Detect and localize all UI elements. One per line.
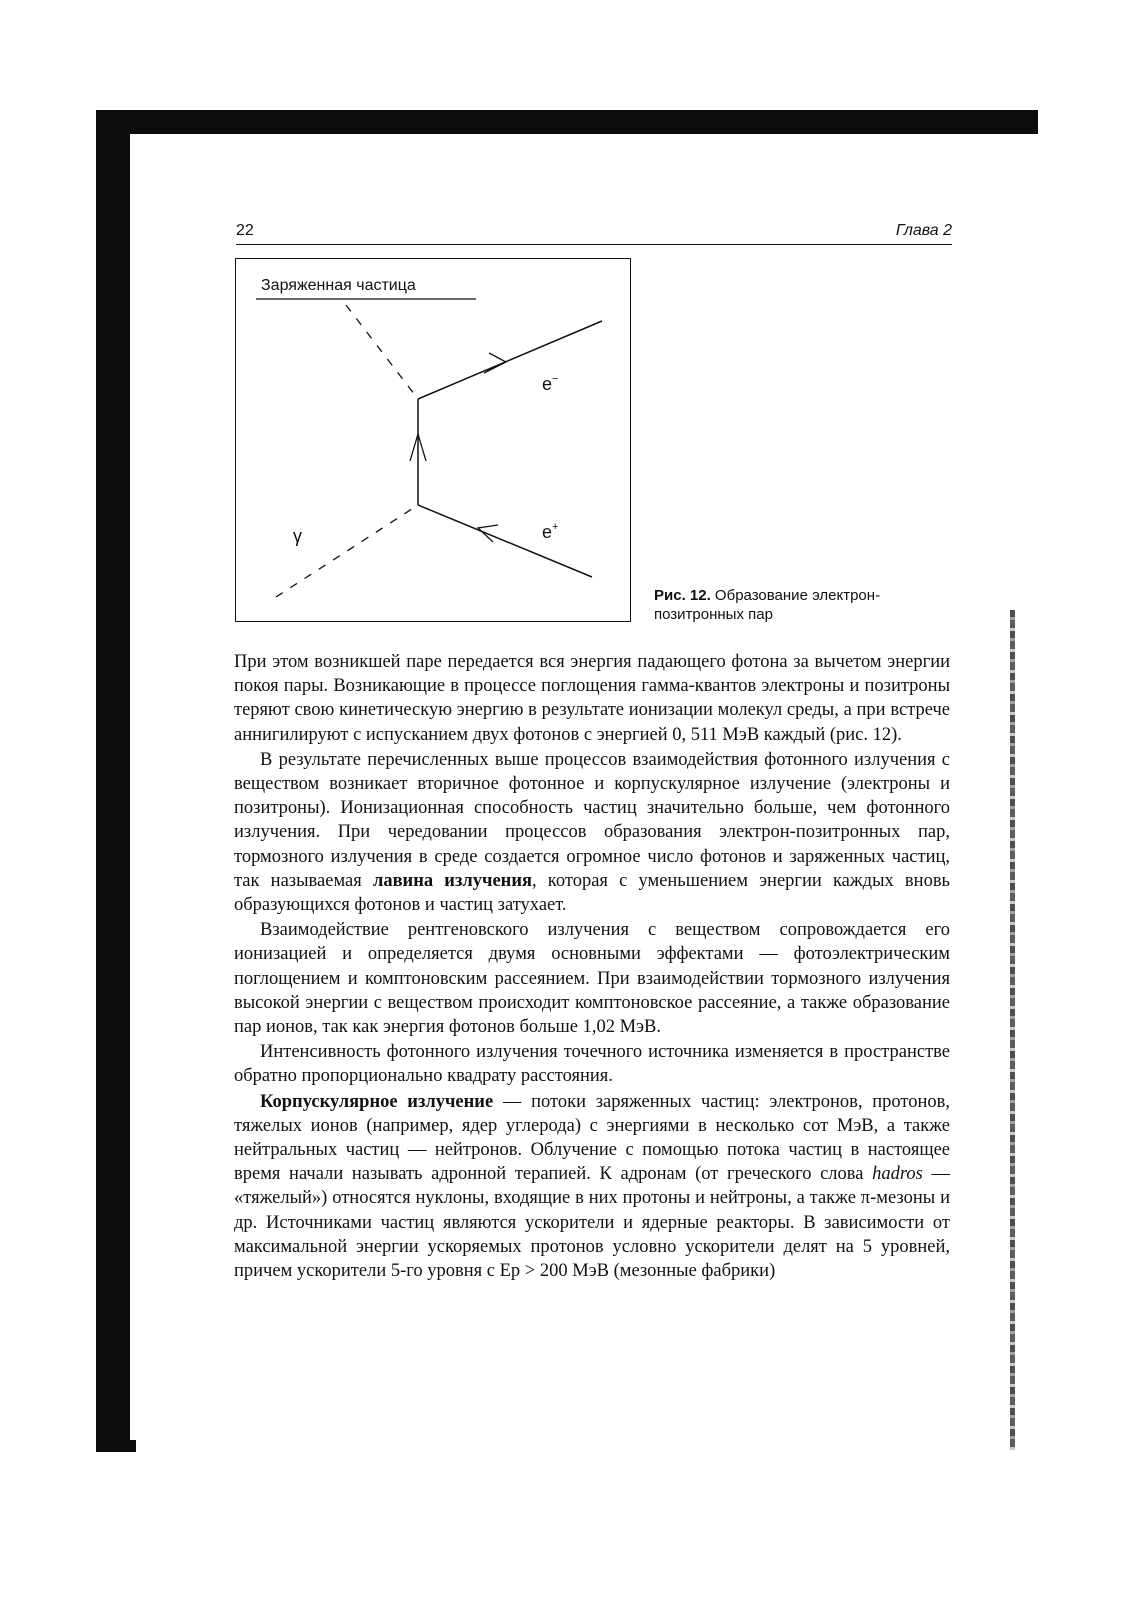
page-number: 22: [236, 222, 254, 239]
label-charged-particle: Заряженная частица: [261, 277, 416, 294]
text-run: , которая с уменьшением энергии каждых вновь образующихся фотонов и частиц затухает.: [234, 870, 950, 916]
bold-term: лавина излучения: [372, 870, 532, 891]
paragraph: [234, 918, 950, 1039]
scan-border-left: [96, 110, 130, 1452]
figure-caption: [654, 586, 954, 624]
scan-edge-right: [1010, 610, 1015, 1450]
chapter-label: Глава 2: [895, 222, 952, 239]
feynman-diagram: [236, 259, 632, 623]
scan-border-foot: [96, 1440, 136, 1452]
caption-text: Образование электрон-позитронных пар: [654, 587, 881, 623]
text-run: — потоки заряженных частиц: электронов, протонов, тяжелых ионов (например, ядер углерода) с энергиями в несколько сот МэВ, а также нейтральных частиц — нейтронов. Облучение с помощью потока частиц в настоящее время начали называть адронной терапией. К адронам (от греческого слова: [234, 1091, 950, 1185]
italic-term: hadros: [872, 1164, 923, 1185]
text-run: — «тяжелый») относятся нуклоны, входящие в них протоны и нейтроны, а также π-мезоны и др. Источниками частиц являются ускорители и ядерные реакторы. В зависимости от максимальной энергии ускоряемых протонов условно ускорители делят на 5 уровней, причем ускорители 5-го уровня с Ep > 200 МэВ (мезонные фабрики): [234, 1164, 951, 1282]
virtual-photon-line: [346, 305, 418, 399]
text-run: Взаимодействие рентгеновского излучения с веществом сопровождается его ионизацией и определяется двумя основными эффектами — фотоэлектрическим поглощением и комптоновским рассеянием. При взаимодействии тормозного излучения высокой энергии с веществом происходит комптоновское рассеяние, а также образование пар ионов, так как энергия фотонов больше 1,02 МэВ.: [234, 920, 950, 1038]
bold-term: Корпускулярное излучение: [260, 1091, 494, 1112]
text-run: Интенсивность фотонного излучения точечного источника изменяется в пространстве обратно пропорционально квадрату расстояния.: [234, 1042, 950, 1087]
electron-line: [418, 321, 602, 399]
figure-box: [235, 258, 631, 622]
text-run: При этом возникшей паре передается вся энергия падающего фотона за вычетом энергии покоя пары. Возникающие в процессе поглощения гамма-квантов электроны и позитроны теряют свою кинетическую энергию в результате ионизации молекул среды, а при встрече аннигилируют с испусканием двух фотонов с энергией 0, 511 МэВ каждый (рис. 12).: [234, 652, 950, 745]
paragraph: [234, 748, 950, 917]
body-text: [234, 650, 950, 1283]
paragraph: [234, 650, 950, 747]
caption-number: Рис. 12.: [654, 587, 711, 604]
text-run: В результате перечисленных выше процессов взаимодействия фотонного излучения с веществом возникает вторичное фотонное и корпускулярное излучение (электроны и позитроны). Ионизационная способность частиц значительно больше, чем фотонного излучения. При чередовании процессов образования электрон-позитронных пар, тормозного излучения в среде создается огромное число фотонов и заряженных частиц, так называемая: [234, 749, 950, 891]
scan-border-line: [128, 131, 1038, 133]
paragraph: [234, 1090, 950, 1284]
label-gamma: γ: [293, 526, 302, 546]
running-head: [236, 222, 952, 245]
positron-line: [418, 505, 592, 577]
gamma-line: [276, 505, 418, 597]
paragraph: [234, 1040, 950, 1088]
label-positron: e+: [542, 521, 559, 542]
label-electron: e−: [542, 373, 559, 394]
